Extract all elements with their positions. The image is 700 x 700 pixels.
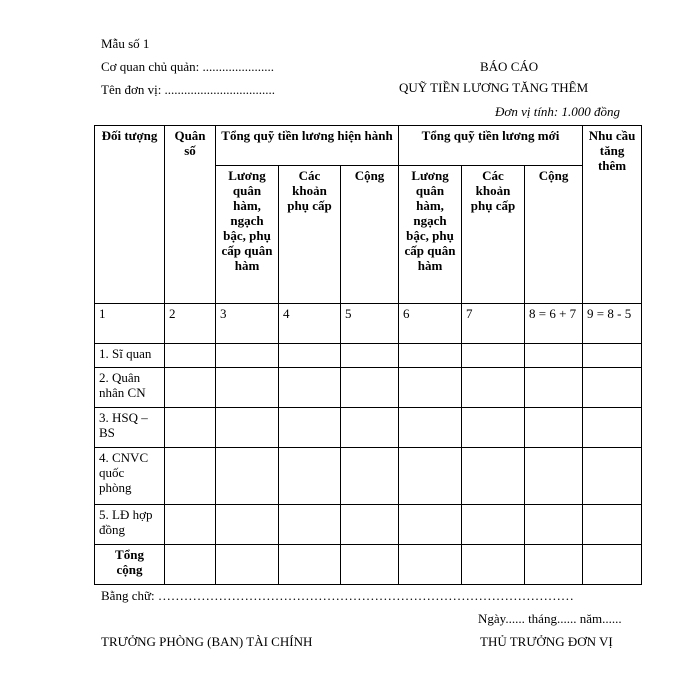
form-number: Mẫu số 1	[101, 36, 150, 51]
col-number: 2	[165, 304, 216, 344]
header-current-salary: Lương quân hàm, ngạch bậc, phụ cấp quân hàm	[216, 166, 279, 304]
total-row	[95, 545, 642, 585]
salary-fund-table	[94, 125, 642, 585]
row-label: 1. Sĩ quan	[95, 344, 165, 368]
row-label: 2. Quân nhân CN	[95, 368, 165, 408]
header-current-allowance: Các khoản phụ cấp	[279, 166, 341, 304]
header-subject: Đối tượng	[95, 126, 165, 304]
header-new-total: Cộng	[525, 166, 583, 304]
header-new-salary: Lương quân hàm, ngạch bậc, phụ cấp quân hàm	[399, 166, 462, 304]
unit-label: Tên đơn vị: ..................................	[101, 82, 276, 97]
col-number: 7	[462, 304, 525, 344]
currency-unit: Đơn vị tính: 1.000 đồng	[495, 104, 621, 119]
report-title: BÁO CÁO	[480, 59, 539, 74]
header-current-fund: Tổng quỹ tiền lương hiện hành	[216, 126, 399, 166]
row-label: 5. LĐ hợp đồng	[95, 505, 165, 545]
col-number: 6	[399, 304, 462, 344]
amount-in-words: Bằng chữ: ……………………………………………………………………………………	[101, 588, 574, 603]
date-line: Ngày...... tháng...... năm......	[478, 611, 622, 626]
table-row	[95, 344, 642, 368]
signer-left: TRƯỞNG PHÒNG (BAN) TÀI CHÍNH	[101, 634, 313, 649]
col-number: 1	[95, 304, 165, 344]
col-number: 3	[216, 304, 279, 344]
table-row	[95, 448, 642, 505]
header-current-total: Cộng	[341, 166, 399, 304]
col-number: 4	[279, 304, 341, 344]
table-row	[95, 368, 642, 408]
col-number: 8 = 6 + 7	[525, 304, 583, 344]
column-number-row	[95, 304, 642, 344]
agency-label: Cơ quan chủ quản: ......................	[101, 59, 274, 74]
report-subtitle: QUỸ TIỀN LƯƠNG TĂNG THÊM	[399, 80, 589, 95]
row-label: 3. HSQ – BS	[95, 408, 165, 448]
table-row	[95, 408, 642, 448]
header-headcount: Quân số	[165, 126, 216, 304]
total-label: Tổng cộng	[95, 545, 165, 585]
header-new-allowance: Các khoản phụ cấp	[462, 166, 525, 304]
table-row	[95, 505, 642, 545]
header-new-fund: Tổng quỹ tiền lương mới	[399, 126, 583, 166]
signer-right: THỦ TRƯỞNG ĐƠN VỊ	[480, 634, 613, 649]
header-need: Nhu cầu tăng thêm	[583, 126, 642, 304]
col-number: 9 = 8 - 5	[583, 304, 642, 344]
col-number: 5	[341, 304, 399, 344]
row-label: 4. CNVC quốc phòng	[95, 448, 165, 505]
